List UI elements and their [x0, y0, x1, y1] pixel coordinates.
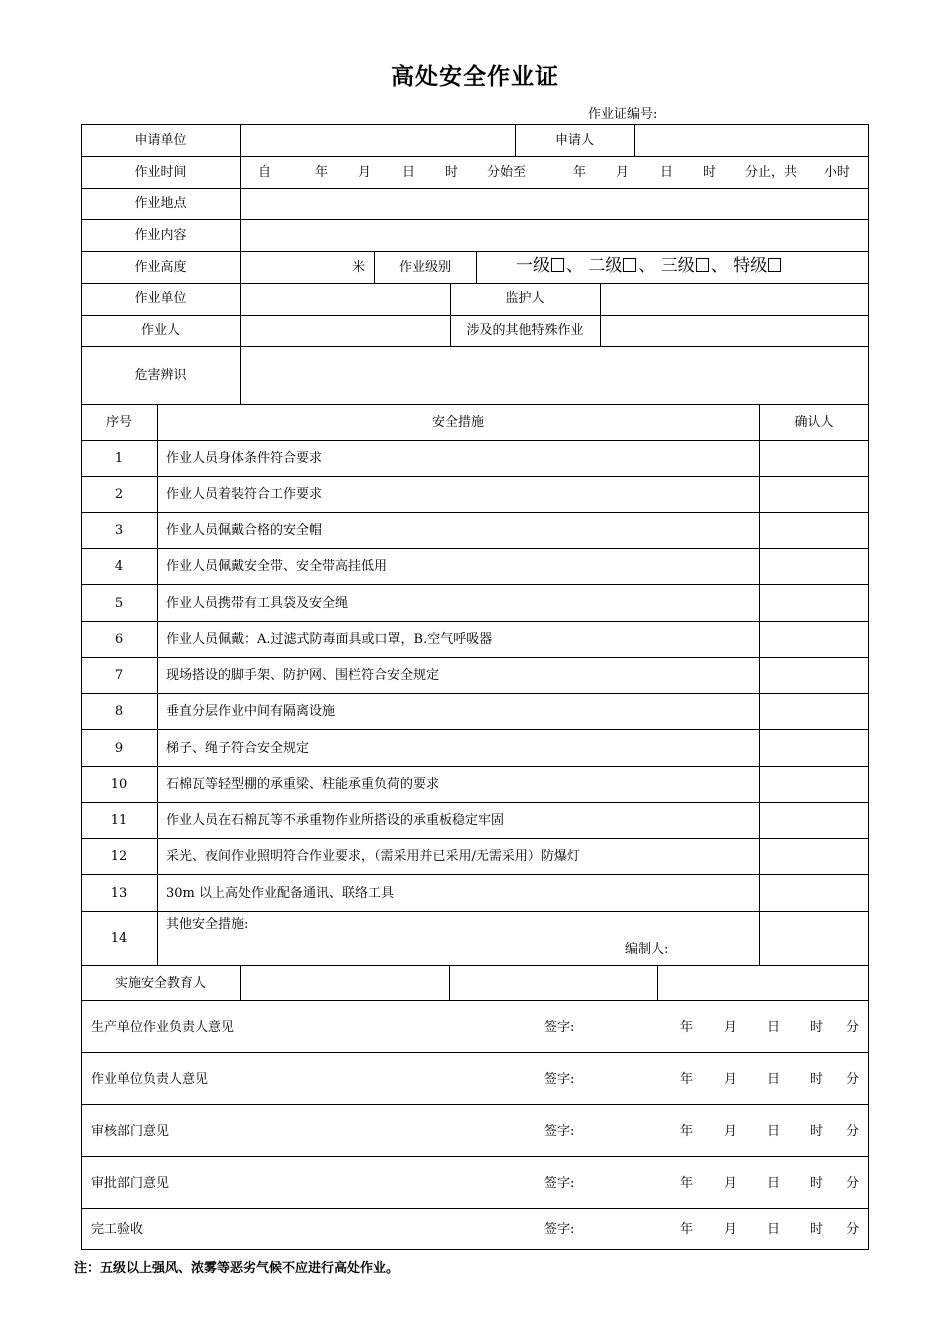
col-divider [476, 251, 477, 283]
row-number: 6 [114, 632, 124, 647]
supervisor-label: 监护人 [505, 291, 545, 306]
approval-label: 完工验收 [91, 1222, 144, 1237]
sign-label: 签字: [544, 1072, 575, 1087]
form-title: 高处安全作业证 [391, 63, 559, 90]
row-number: 1 [114, 451, 124, 466]
date-part: 月 [724, 1124, 738, 1139]
time-part: 时 [703, 165, 717, 180]
permit-number-label: 作业证编号: [588, 107, 658, 122]
author-label: 编制人: [625, 942, 669, 957]
date-part: 时 [810, 1176, 824, 1191]
measure-text: 作业人员在石棉瓦等不承重物作业所搭设的承重板稳定牢固 [166, 813, 505, 828]
row-number: 2 [114, 487, 124, 502]
time-part: 分止，共 [745, 165, 798, 180]
row-divider [81, 965, 869, 966]
approval-label: 审批部门意见 [91, 1176, 170, 1191]
work-time-label: 作业时间 [134, 165, 187, 180]
date-part: 年 [680, 1072, 694, 1087]
time-part: 年 [315, 165, 329, 180]
row-number: 12 [110, 849, 128, 864]
row-divider [81, 315, 869, 316]
row-divider [81, 1156, 869, 1157]
row-number: 11 [110, 813, 128, 828]
date-part: 日 [767, 1124, 781, 1139]
applicant-unit-label: 申请单位 [134, 133, 187, 148]
measure-text: 作业人员佩戴安全带、安全带高挂低用 [166, 559, 388, 574]
col-divider [449, 965, 450, 1000]
row-divider [81, 729, 869, 730]
measure-text: 采光、夜间作业照明符合作业要求，（需采用并已采用/无需采用）防爆灯 [166, 849, 580, 864]
level-option: 、 特级 [710, 256, 768, 276]
height-unit: 米 [352, 260, 366, 275]
applicant-label: 申请人 [554, 133, 594, 148]
date-part: 月 [724, 1020, 738, 1035]
row-number: 5 [114, 596, 124, 611]
checkbox-icon[interactable] [768, 258, 781, 272]
date-part: 日 [767, 1176, 781, 1191]
row-divider [81, 874, 869, 875]
row-number: 9 [114, 741, 124, 756]
time-part: 日 [660, 165, 674, 180]
work-level-options [516, 258, 783, 275]
workers-label: 作业人 [140, 323, 180, 338]
date-part: 时 [810, 1072, 824, 1087]
row-divider [81, 584, 869, 585]
col-divider [600, 283, 601, 346]
col-divider [240, 965, 241, 1000]
checkbox-icon[interactable] [623, 258, 636, 272]
measure-text: 垂直分层作业中间有隔离设施 [166, 704, 336, 719]
row-divider [81, 219, 869, 220]
row-divider [81, 440, 869, 441]
col-divider [759, 404, 760, 965]
time-part: 自 [258, 165, 272, 180]
row-divider [81, 156, 869, 157]
measure-text: 石棉瓦等轻型棚的承重梁、柱能承重负荷的要求 [166, 777, 440, 792]
row-number: 14 [110, 931, 128, 946]
col-divider [634, 124, 635, 156]
time-part: 月 [616, 165, 630, 180]
time-part: 小时 [824, 165, 851, 180]
other-special-work-label: 涉及的其他特殊作业 [466, 323, 584, 338]
time-part: 日 [402, 165, 416, 180]
row-divider [81, 838, 869, 839]
row-number: 8 [114, 704, 124, 719]
date-part: 月 [724, 1072, 738, 1087]
approval-label: 审核部门意见 [91, 1124, 170, 1139]
row-divider [81, 548, 869, 549]
row-divider [81, 1208, 869, 1209]
checkbox-icon[interactable] [551, 258, 564, 272]
time-part: 分始至 [487, 165, 527, 180]
row-divider [81, 1000, 869, 1001]
approval-label: 作业单位负责人意见 [91, 1072, 209, 1087]
row-number: 7 [114, 668, 124, 683]
date-part: 年 [680, 1176, 694, 1191]
row-divider [81, 404, 869, 405]
row-number: 3 [114, 523, 124, 538]
col-divider [240, 124, 241, 404]
date-part: 日 [767, 1072, 781, 1087]
col-measure-header: 安全措施 [431, 415, 484, 430]
date-part: 年 [680, 1020, 694, 1035]
measure-text: 30m 以上高处作业配备通讯、联络工具 [166, 886, 395, 901]
date-part: 日 [767, 1222, 781, 1237]
work-content-label: 作业内容 [134, 228, 187, 243]
date-part: 月 [724, 1176, 738, 1191]
level-option: 一级 [516, 256, 550, 276]
date-part: 分 [846, 1072, 860, 1087]
measure-text: 作业人员携带有工具袋及安全绳 [166, 596, 349, 611]
row-divider [81, 1052, 869, 1053]
date-part: 时 [810, 1124, 824, 1139]
row-number: 13 [110, 886, 128, 901]
footnote: 注：五级以上强风、浓雾等恶劣气候不应进行高处作业。 [74, 1261, 400, 1276]
row-divider [81, 766, 869, 767]
measure-text: 梯子、绳子符合安全规定 [166, 741, 310, 756]
measure-text: 作业人员着装符合工作要求 [166, 487, 323, 502]
col-confirm-header: 确认人 [794, 415, 834, 430]
sign-label: 签字: [544, 1176, 575, 1191]
work-unit-label: 作业单位 [134, 291, 187, 306]
row-number: 10 [110, 777, 128, 792]
work-location-label: 作业地点 [134, 196, 187, 211]
measure-text: 现场搭设的脚手架、防护网、围栏符合安全规定 [166, 668, 440, 683]
date-part: 日 [767, 1020, 781, 1035]
row-divider [81, 476, 869, 477]
date-part: 分 [846, 1222, 860, 1237]
time-part: 时 [445, 165, 459, 180]
work-level-label: 作业级别 [398, 260, 451, 275]
row-divider [81, 251, 869, 252]
measure-text: 作业人员佩戴合格的安全帽 [166, 523, 323, 538]
row-divider [81, 621, 869, 622]
date-part: 分 [846, 1176, 860, 1191]
sign-label: 签字: [544, 1124, 575, 1139]
measure-text: 作业人员身体条件符合要求 [166, 451, 323, 466]
date-part: 月 [724, 1222, 738, 1237]
row-divider [81, 283, 869, 284]
row-divider [81, 1104, 869, 1105]
row-number: 4 [114, 559, 124, 574]
date-part: 分 [846, 1020, 860, 1035]
sign-label: 签字: [544, 1020, 575, 1035]
other-measures-label: 其他安全措施: [166, 917, 249, 932]
checkbox-icon[interactable] [696, 258, 709, 272]
row-divider [81, 657, 869, 658]
safety-education-label: 实施安全教育人 [114, 976, 206, 991]
work-height-label: 作业高度 [134, 260, 187, 275]
date-part: 年 [680, 1124, 694, 1139]
date-part: 分 [846, 1124, 860, 1139]
row-divider [81, 911, 869, 912]
row-divider [81, 346, 869, 347]
sign-label: 签字: [544, 1222, 575, 1237]
level-option: 、 三级 [638, 256, 695, 276]
row-divider [81, 512, 869, 513]
col-divider [157, 404, 158, 965]
row-divider [81, 188, 869, 189]
date-part: 时 [810, 1222, 824, 1237]
measure-text: 作业人员佩戴：A.过滤式防毒面具或口罩，B.空气呼吸器 [166, 632, 493, 647]
date-part: 年 [680, 1222, 694, 1237]
time-part: 月 [358, 165, 372, 180]
date-part: 时 [810, 1020, 824, 1035]
level-option: 、 二级 [566, 256, 623, 276]
approval-label: 生产单位作业负责人意见 [91, 1020, 235, 1035]
row-divider [81, 693, 869, 694]
col-divider [657, 965, 658, 1000]
time-part: 年 [573, 165, 587, 180]
hazard-identification-label: 危害辨识 [134, 368, 187, 383]
row-divider [81, 802, 869, 803]
col-number-header: 序号 [105, 415, 132, 430]
